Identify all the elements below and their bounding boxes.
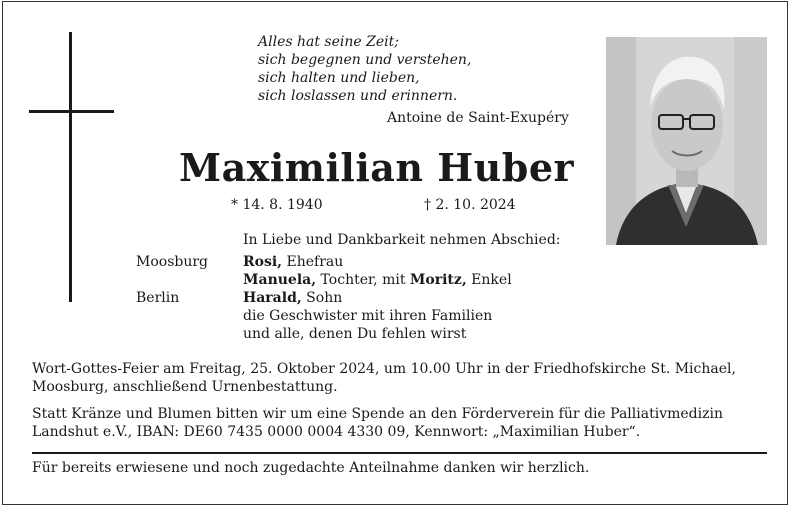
portrait-photo xyxy=(606,37,767,245)
mourner-row xyxy=(136,307,512,325)
mourner-relation: und alle, denen Du fehlen wirst xyxy=(243,326,467,342)
mourner-names xyxy=(243,307,492,325)
divider xyxy=(32,452,767,454)
mourner-location xyxy=(136,325,243,343)
mourner-relation: Ehefrau xyxy=(282,254,344,270)
mourner-location xyxy=(136,271,243,289)
mourner-names xyxy=(243,271,512,289)
birth-date: * 14. 8. 1940 xyxy=(231,197,323,213)
poem xyxy=(258,33,471,105)
mourner-relation: Tochter, mit xyxy=(316,272,410,288)
mourner-location: Moosburg xyxy=(136,254,209,270)
poem-line: sich halten und lieben, xyxy=(258,70,420,86)
farewell-intro: In Liebe und Dankbarkeit nehmen Abschied: xyxy=(243,232,561,248)
poem-author: Antoine de Saint-Exupéry xyxy=(387,110,569,126)
mourner-names xyxy=(243,289,342,307)
mourner-row xyxy=(136,271,512,289)
mourner-name: Rosi, xyxy=(243,254,283,270)
mourner-names xyxy=(243,253,343,271)
mourner-name: Moritz, xyxy=(409,272,467,288)
poem-line: sich loslassen und erinnern. xyxy=(258,88,458,104)
cross-icon-bar xyxy=(29,110,114,113)
mourner-location xyxy=(136,307,243,325)
service-info: Wort-Gottes-Feier am Freitag, 25. Oktober 2024, um 10.00 Uhr in der Friedhofskirche St. Michael, Moosburg, anschließend Urnenbestattung. xyxy=(32,361,736,395)
mourner-name: Harald, xyxy=(243,290,302,306)
mourner-location: Berlin xyxy=(136,290,180,306)
mourner-relation: Sohn xyxy=(301,290,343,306)
mourners-list xyxy=(136,253,512,343)
poem-line: sich begegnen und verstehen, xyxy=(258,52,472,68)
mourner-relation: die Geschwister mit ihren Familien xyxy=(243,308,493,324)
mourner-row xyxy=(136,289,512,307)
mourner-names xyxy=(243,325,466,343)
donation-info: Statt Kränze und Blumen bitten wir um eine Spende an den Förderverein für die Palliativmedizin Landshut e.V., IBAN: DE60 7435 0000 0004 4330 09, Kennwort: „Maximilian Huber“. xyxy=(32,406,723,440)
death-date: † 2. 10. 2024 xyxy=(424,197,516,213)
poem-line: Alles hat seine Zeit; xyxy=(258,34,399,50)
deceased-name: Maximilian Huber xyxy=(179,145,575,190)
mourner-row xyxy=(136,253,512,271)
mourner-relation: Enkel xyxy=(466,272,512,288)
cross-icon xyxy=(69,32,72,302)
thanks-note: Für bereits erwiesene und noch zugedachte Anteilnahme danken wir herzlich. xyxy=(32,460,590,476)
mourner-row xyxy=(136,325,512,343)
obituary-notice xyxy=(2,1,788,505)
portrait-photo-drawing xyxy=(606,37,767,245)
mourner-name: Manuela, xyxy=(243,272,317,288)
